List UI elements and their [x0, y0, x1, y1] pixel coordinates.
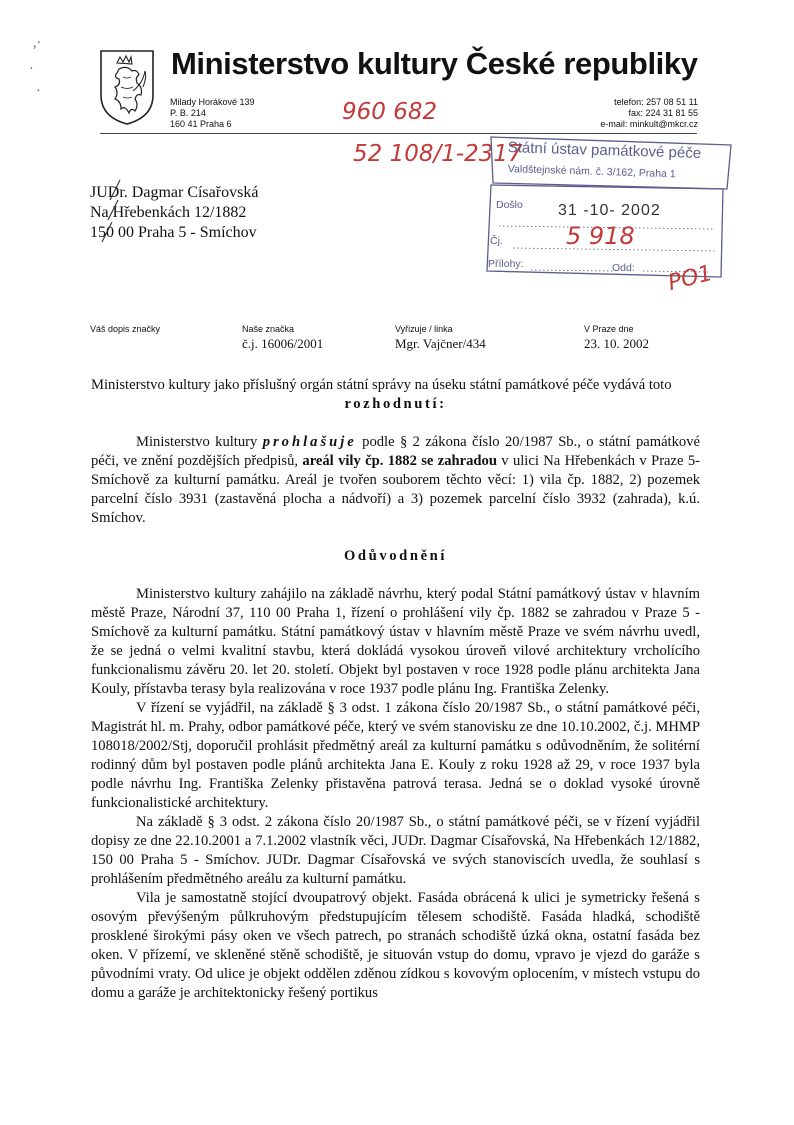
document-body — [91, 376, 700, 1003]
reasoning-paragraph-2: V řízení se vyjádřil, na základě § 3 odst. 1 zákona číslo 20/1987 Sb., o státní památkové péči, Magistrát hl. m. Prahy, odbor památkové péče, který ve svém stanovisku ze dne 10.10.2002, č.j. MHMP 108018/2002/Stj, doporučil prohlásit předmětný areál za kulturní památku s odůvodněním, že solitérní rodinný dům byl postaven podle plánů architekta Jana E. Kouly z roku 1928 až 29, v roce 1937 byla podle návrhu Ing. Františka Zelenky přistavěna patrová terasa. Jedná se o doklad vysoké úrovně funkcionalistické architektury. — [91, 700, 700, 811]
handled-by-label: Vyřizuje / linka — [395, 324, 453, 334]
handwritten-number: 960 682 — [342, 99, 438, 125]
addressee-street: Na Hřebenkách 12/1882 — [90, 204, 247, 221]
reasoning-paragraph-4: Vila je samostatně stojící dvoupatrový objekt. Fasáda obrácená k ulici je symetricky řešená s osovým převýšeným půlkruhovým předstupujícím tělesem schodiště. Fasáda hladká, schodiště prosklené širokými pásy oken ve všech patrech, po stranách schodiště úzká okna, ostatní fasáda bez oken. V přízemí, ve skleněné stěně schodiště, je situován vstup do domu, vpravo je vjezd do garáže s původními vraty. Od ulice je objekt oddělen zděnou zídkou s kovovým oplocením, v místech vstupu do domu a garáže je architektonicky řešený portikus — [91, 890, 700, 1001]
fax-number: fax: 224 31 81 55 — [628, 108, 698, 118]
email-address: e-mail: minkult@mkcr.cz — [600, 119, 698, 129]
czech-lion-crest-icon — [97, 47, 157, 127]
addressee-name: JUDr. Dagmar Císařovská — [90, 184, 259, 201]
phone-number: telefon: 257 08 51 11 — [614, 97, 698, 107]
address-line: P. B. 214 — [170, 108, 206, 118]
handwritten-registry-number: 5 918 — [566, 222, 635, 250]
decision-keyword: prohlašuje — [262, 434, 357, 450]
ministry-address — [170, 97, 255, 130]
place-date-value: 23. 10. 2002 — [584, 336, 649, 351]
reasoning-paragraph-1: Ministerstvo kultury zahájilo na základě návrhu, který podal Státní památkový ústav v hlavním městě Praze, Národní 37, 110 00 Praha 1, řízení o prohlášení vily čp. 1882 se zahradou v Praze 5 - Smíchově za kulturní památku. Státní památkový ústav v hlavním městě Praze ve svém návrhu uvedl, že se jedná o velmi kvalitní stavbu, která dokládá vysokou úroveň vilové architektury vrcholícího funkcionalismu závěru 20. let 20. století. Objekt byl postaven v roce 1928 podle plánu architekta Jana Kouly, přístavba terasy byla realizována v roce 1937 podle plánu Ing. Františka Zelenky. — [91, 586, 700, 697]
reasoning-heading: Odůvodnění — [343, 548, 448, 564]
margin-mark: · — [36, 84, 41, 99]
margin-mark: ,· — [33, 36, 42, 51]
handwritten-strike-marks — [88, 176, 128, 244]
decision-paragraph — [91, 433, 700, 528]
reasoning-paragraph-3: Na základě § 3 odst. 2 zákona číslo 20/1987 Sb., o státní památkové péči, se v řízení vyjádřil dopisy ze dne 22.10.2001 a 7.1.2002 vlastník věci, JUDr. Dagmar Císařovská, Na Hřebenkách 12/1882, 150 00 Praha 5 - Smíchov. JUDr. Dagmar Císařovská ve svých stanoviscích uvedla, že souhlasí s prohlášením předmětného areálu za kulturní památku. — [91, 814, 700, 887]
address-line: Milady Horákové 139 — [170, 97, 255, 107]
stamp-number-label: Čj. — [490, 235, 503, 247]
intro-paragraph: Ministerstvo kultury jako příslušný orgán státní správy na úseku státní památkové péče vydává toto — [91, 377, 672, 393]
stamp-title: Státní ústav památkové péče — [507, 139, 702, 163]
our-ref-label: Naše značka — [242, 324, 295, 334]
ministry-contacts — [540, 97, 698, 130]
decision-text: podle § 2 zákona číslo 20/1987 Sb., o státní památkové péči, ve znění pozdějších předpisů, — [91, 434, 700, 469]
stamp-received-label: Došlo — [496, 199, 523, 211]
stamp-attachments-label: Přílohy: — [488, 258, 524, 270]
decision-text: v ulici Na Hřebenkách v Praze 5-Smíchově za kulturní památku. Areál je tvořen souborem těchto věcí: 1) vila čp. 1882, 2) pozemek parcelní číslo 3931 (zastavěná plocha a nádvoří) a 3) pozemek parcelní číslo 3932 (zahrada), k.ú. Smíchov. — [91, 453, 700, 526]
margin-mark: · — [29, 62, 34, 77]
ministry-name: Ministerstvo kultury České republiky — [171, 46, 698, 81]
addressee-city: 150 00 Praha 5 - Smíchov — [90, 224, 257, 241]
stamp-dept-label: Odd: — [612, 262, 635, 274]
decision-text: Ministerstvo kultury — [136, 434, 263, 450]
place-date-label: V Praze dne — [584, 324, 634, 334]
address-line: 160 41 Praha 6 — [170, 119, 232, 129]
decision-object: areál vily čp. 1882 se zahradou — [302, 453, 497, 469]
handwritten-file-number: 52 108/1-2317 — [353, 141, 523, 167]
handwritten-initials: PO1 — [665, 260, 715, 297]
stamp-received-date: 31 -10- 2002 — [558, 202, 661, 219]
decision-heading: rozhodnutí: — [344, 396, 447, 412]
your-ref-label: Váš dopis značky — [90, 324, 161, 334]
handled-by-value: Mgr. Vajčner/434 — [395, 336, 486, 351]
stamp-address: Valdštejnské nám. č. 3/162, Praha 1 — [507, 163, 676, 181]
our-ref-value: č.j. 16006/2001 — [242, 336, 324, 351]
